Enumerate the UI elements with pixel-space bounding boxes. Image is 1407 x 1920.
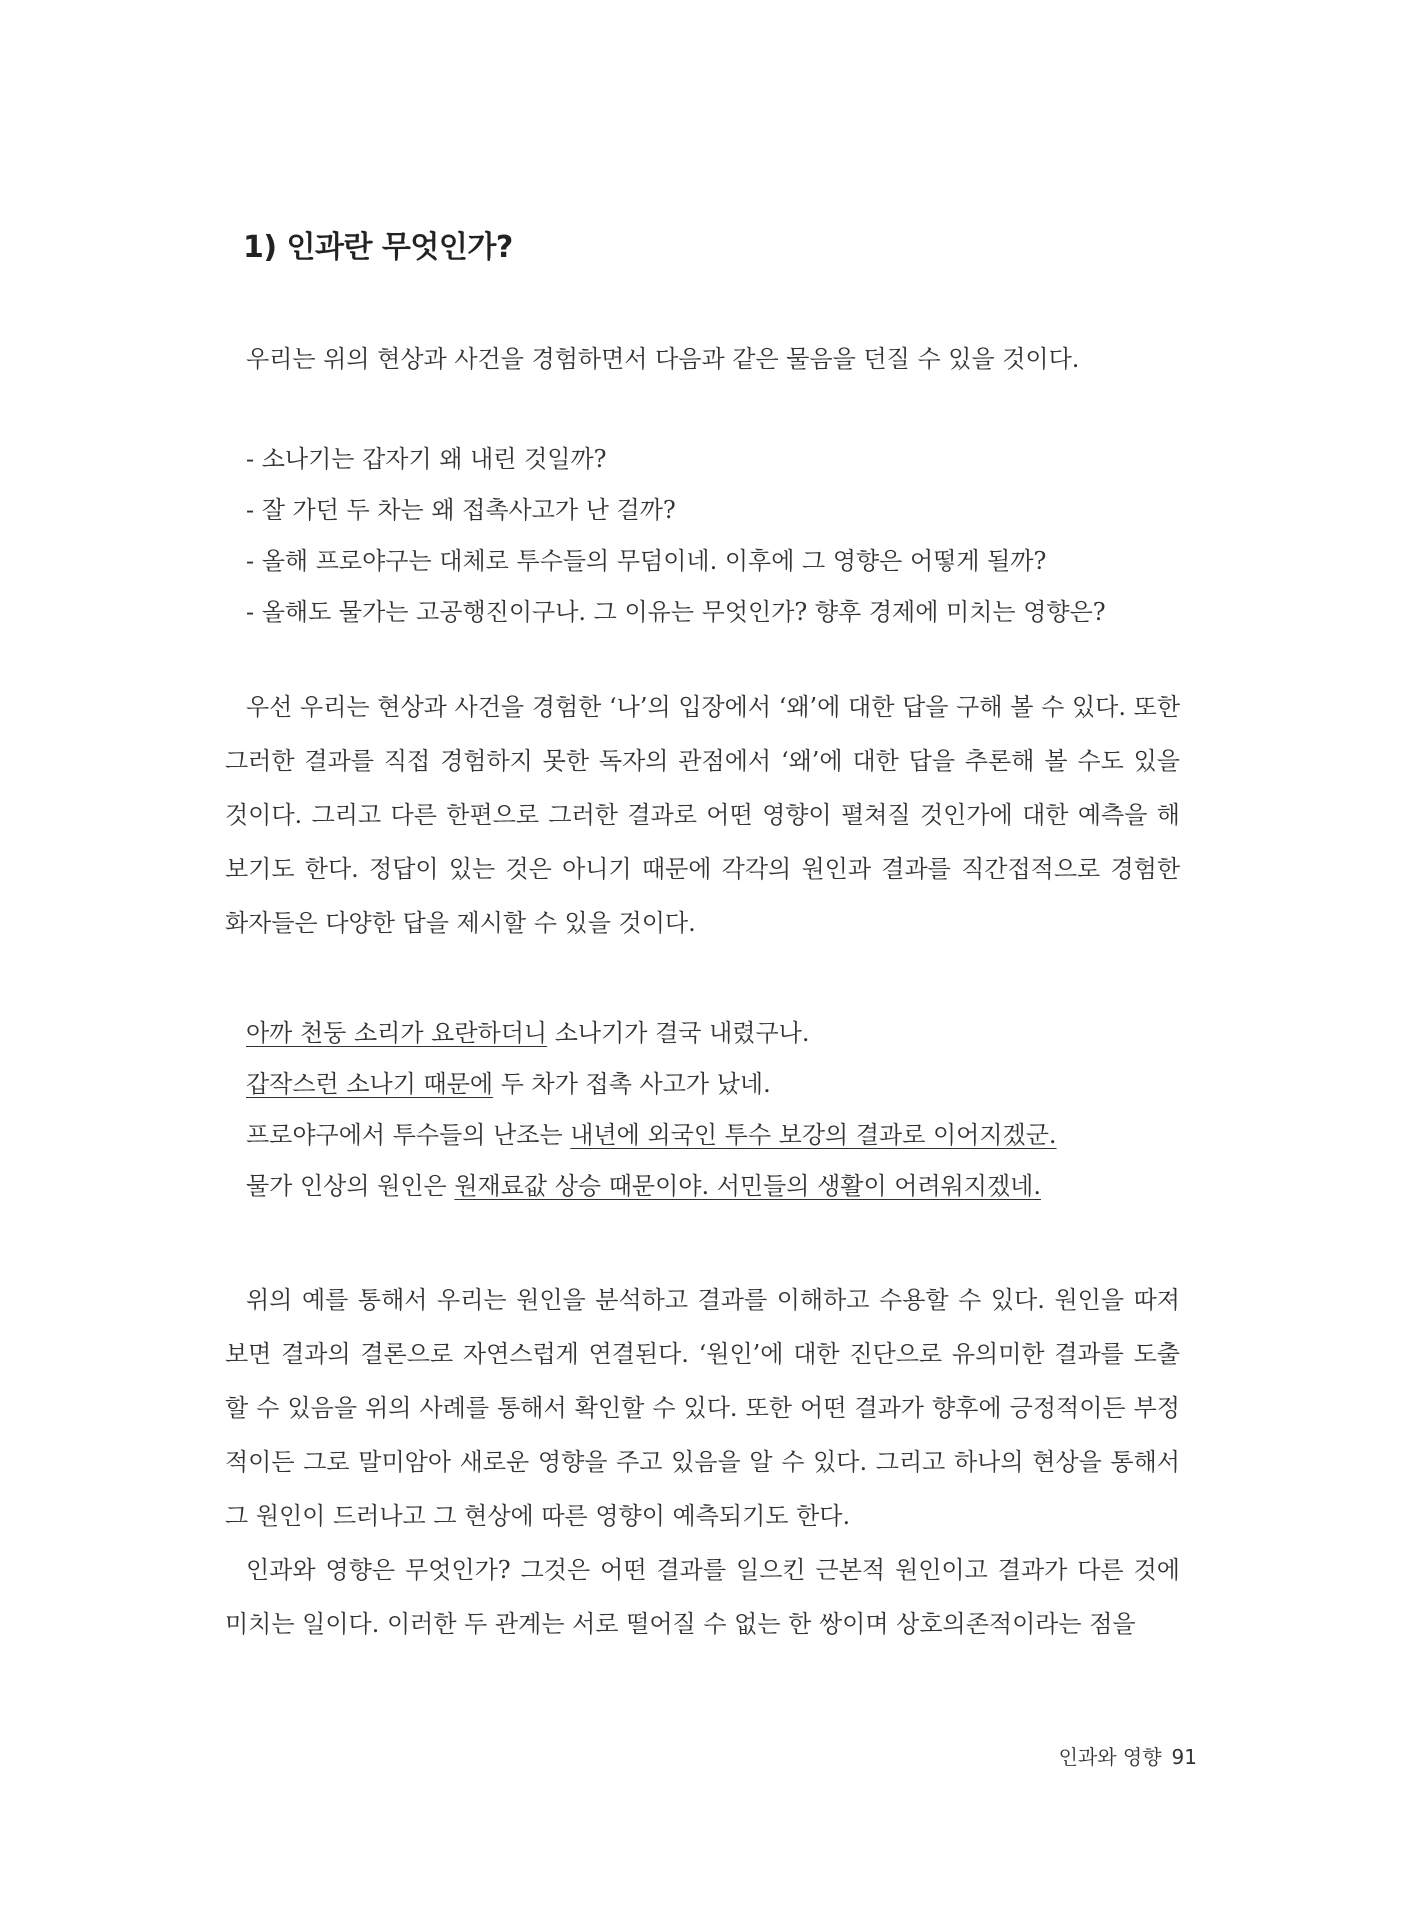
cause-underline: 갑작스런 소나기 때문에 [246,1070,494,1098]
effect-underline: 내년에 외국인 투수 보강의 결과로 이어지겠군. [570,1121,1057,1149]
section-title: 1) 인과란 무엇인가? [243,230,513,265]
example-plain-text: 소나기가 결국 내렸구나. [547,1019,810,1047]
question-item: - 올해도 물가는 고공행진이구나. 그 이유는 무엇인가? 향후 경제에 미치는 영향은? [246,598,1106,626]
question-item: - 소나기는 갑자기 왜 내린 것일까? [246,445,607,473]
example-plain-text: 프로야구에서 투수들의 난조는 [246,1121,571,1149]
example-list [246,1008,1057,1212]
paragraph-analysis: 위의 예를 통해서 우리는 원인을 분석하고 결과를 이해하고 수용할 수 있다. 원인을 따져 보면 결과의 결론으로 자연스럽게 연결된다. ‘원인’에 대한 진단으로 유의미한 결과를 도출할 수 있음을 위의 사례를 통해서 확인할 수 있다. 또한 어떤 결과가 향후에 긍정적이든 부정적이든 그로 말미암아 새로운 영향을 주고 있음을 알 수 있다. 그리고 하나의 현상을 통해서 그 원인이 드러나고 그 현상에 따른 영향이 예측되기도 한다. [225,1286,1180,1530]
cause-underline: 아까 천둥 소리가 요란하더니 [246,1019,548,1047]
question-list [246,434,1106,638]
cause-effect-underline: 원재료값 상승 때문이야. 서민들의 생활이 어려워지겠네. [454,1172,1041,1200]
question-item: - 잘 가던 두 차는 왜 접촉사고가 난 걸까? [246,496,676,524]
example-item [246,1161,1057,1212]
running-title: 인과와 영향 [1058,1745,1162,1769]
question-item: - 올해 프로야구는 대체로 투수들의 무덤이네. 이후에 그 영향은 어떻게 될까? [246,547,1047,575]
intro-paragraph: 우리는 위의 현상과 사건을 경험하면서 다음과 같은 물음을 던질 수 있을 것이다. [246,345,1080,373]
paragraph-answers: 우선 우리는 현상과 사건을 경험한 ‘나’의 입장에서 ‘왜’에 대한 답을 구해 볼 수 있다. 또한 그러한 결과를 직접 경험하지 못한 독자의 관점에서 ‘왜’에 대한 답을 추론해 볼 수도 있을 것이다. 그리고 다른 한편으로 그러한 결과로 어떤 영향이 펼쳐질 것인가에 대한 예측을 해 보기도 한다. 정답이 있는 것은 아니기 때문에 각각의 원인과 결과를 직간접적으로 경험한 화자들은 다양한 답을 제시할 수 있을 것이다. [225,693,1180,937]
page-number: 91 [1171,1745,1197,1769]
page-footer [1059,1741,1197,1770]
example-item [246,1110,1057,1161]
example-item [246,1008,1057,1059]
example-item [246,1059,1057,1110]
example-plain-text: 두 차가 접촉 사고가 났네. [493,1070,771,1098]
paragraph-definition: 인과와 영향은 무엇인가? 그것은 어떤 결과를 일으킨 근본적 원인이고 결과가 다른 것에 미치는 일이다. 이러한 두 관계는 서로 떨어질 수 없는 한 쌍이며 상호의존적이라는 점을 [225,1556,1180,1638]
example-plain-text: 물가 인상의 원인은 [246,1172,455,1200]
